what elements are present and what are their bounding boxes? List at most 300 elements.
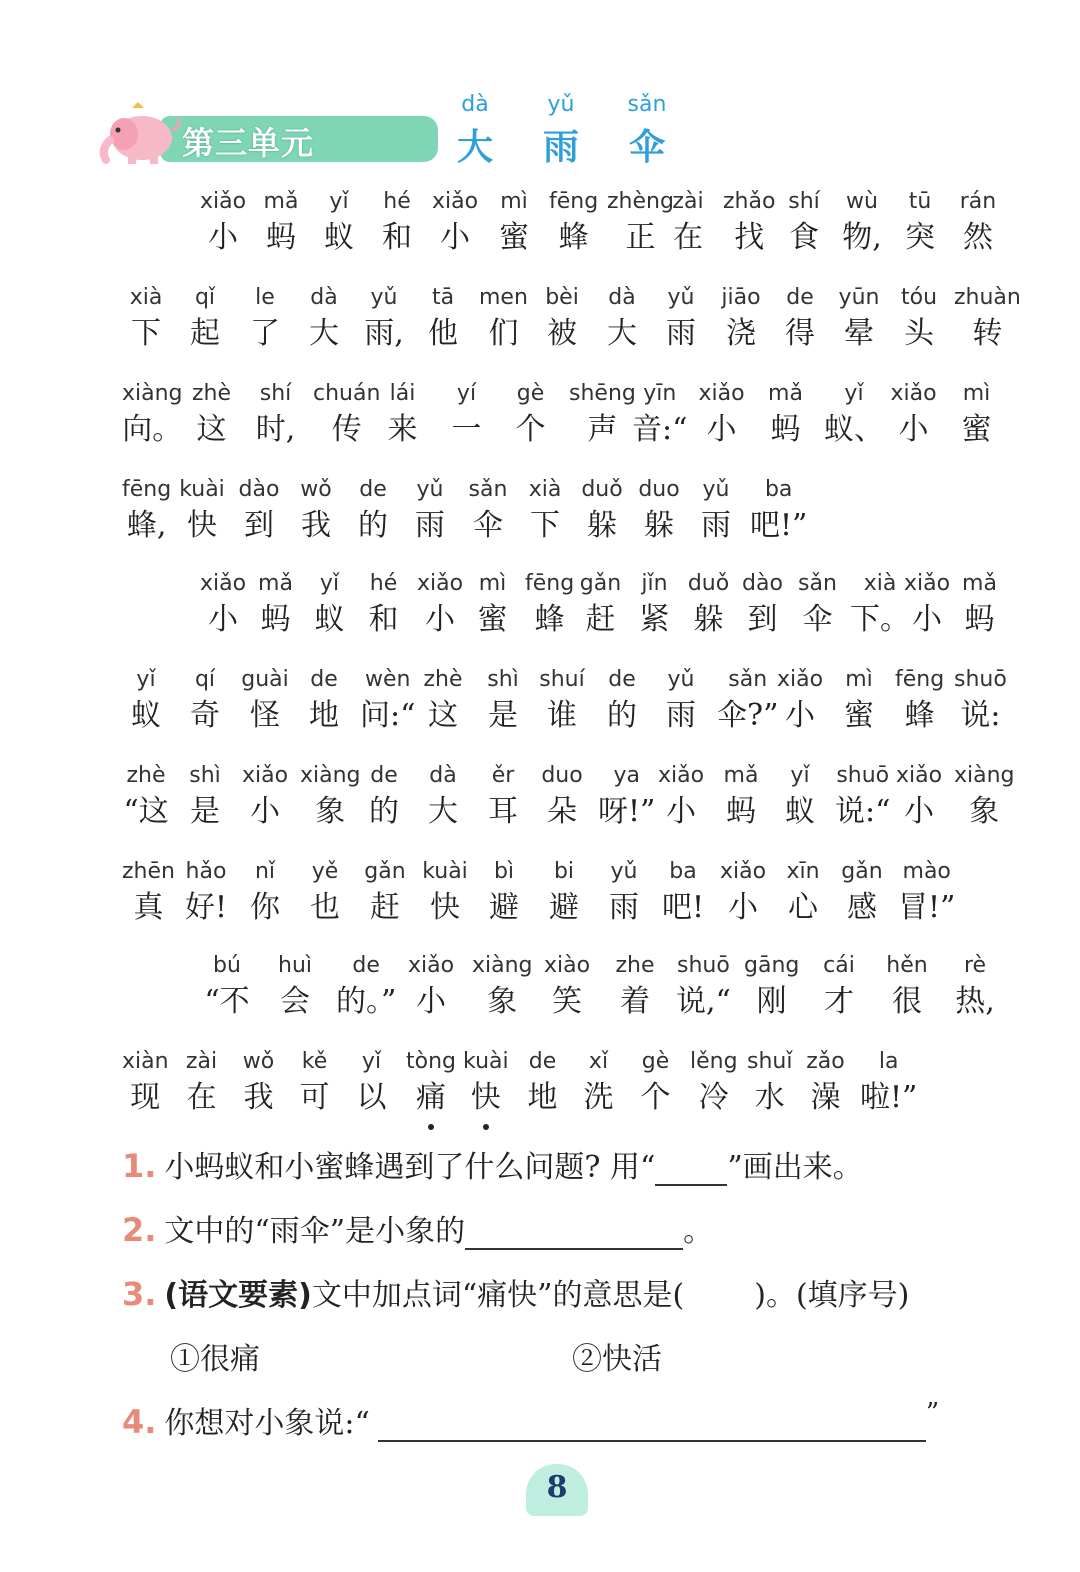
text-char (419, 762, 467, 834)
pinyin: dà (310, 285, 338, 310)
pinyin: shēng (569, 381, 636, 406)
title-pinyin: dà (461, 92, 489, 117)
text-char (241, 284, 289, 356)
text-char (301, 858, 349, 930)
hanzi: 雨 (666, 698, 696, 733)
hanzi: 到 (244, 508, 274, 543)
text-char (404, 952, 458, 1024)
hanzi: 雨, (364, 316, 404, 351)
text-char (268, 952, 322, 1024)
pinyin: tóu (900, 285, 938, 310)
pinyin: mǎ (962, 571, 997, 596)
hanzi: 躲 (644, 508, 674, 543)
option-2: ②快活 (572, 1342, 662, 1377)
pinyin: tòng (406, 1049, 456, 1074)
text-char (951, 380, 1002, 452)
hanzi: 澡 (810, 1080, 841, 1115)
title-char (526, 92, 596, 170)
pinyin: sǎn (728, 667, 768, 692)
text-char (955, 188, 1001, 260)
pinyin: mǎ (723, 763, 759, 788)
text-char (747, 1048, 792, 1120)
pinyin: hǎo (185, 859, 227, 884)
pinyin: hé (369, 571, 398, 596)
text-char (895, 762, 943, 834)
pinyin: shuǐ (747, 1049, 793, 1074)
hanzi: 耳 (488, 794, 518, 829)
hanzi: 说: (960, 698, 1001, 733)
hanzi: 小 (898, 412, 929, 447)
text-char (313, 380, 380, 452)
pinyin: de (359, 477, 387, 502)
text-char (522, 476, 568, 548)
text-char (525, 570, 574, 642)
pinyin: le (255, 285, 275, 310)
hanzi: 蚂 (770, 412, 801, 447)
pinyin: shí (259, 381, 292, 406)
hanzi: 心 (788, 890, 818, 925)
hanzi: 才 (824, 984, 854, 1019)
hanzi: 小 (208, 220, 239, 255)
text-char (538, 666, 586, 738)
hanzi: 浇 (726, 316, 756, 351)
hanzi: 啦!” (860, 1080, 918, 1115)
text-char (361, 858, 409, 930)
emphasis-dot (428, 1124, 434, 1130)
text-char (491, 188, 537, 260)
pinyin: mì (962, 381, 991, 406)
hanzi: 大 (428, 794, 458, 829)
pinyin: xiàng (122, 381, 183, 406)
hanzi: 传 (331, 412, 362, 447)
question-3 (122, 1270, 909, 1314)
pinyin: kuài (422, 859, 468, 884)
hanzi: 避 (549, 890, 579, 925)
text-char (179, 1048, 224, 1120)
text-char (812, 952, 866, 1024)
pinyin: xiǎo (895, 763, 943, 788)
pinyin: qǐ (194, 285, 216, 310)
hanzi: 伞?” (717, 698, 779, 733)
text-char (835, 762, 890, 834)
text-char (579, 476, 625, 548)
text-char (300, 284, 348, 356)
pinyin: zhǎo (723, 189, 776, 214)
pinyin: wù (846, 189, 878, 214)
pinyin: ěr (491, 763, 515, 788)
text-char (741, 570, 784, 642)
pinyin: de (370, 763, 398, 788)
text-char (690, 1048, 738, 1120)
pinyin: xiàn (122, 1049, 169, 1074)
text-char (360, 762, 408, 834)
hanzi: 朵 (547, 794, 577, 829)
text-char (419, 284, 467, 356)
hanzi: 下。 (850, 602, 910, 637)
pinyin: jiāo (721, 285, 761, 310)
hanzi: 好! (184, 890, 228, 925)
hanzi: 小 (425, 602, 456, 637)
pinyin: zhēn (122, 859, 175, 884)
text-char (598, 666, 646, 738)
text-char (776, 762, 824, 834)
hanzi: 小 (912, 602, 943, 637)
text-char (293, 476, 339, 548)
pinyin: yūn (838, 285, 880, 310)
text-char (958, 570, 1001, 642)
hanzi: 说:“ (835, 794, 891, 829)
text-char (441, 380, 492, 452)
pinyin: de (786, 285, 814, 310)
pinyin: yǔ (416, 477, 444, 502)
pinyin: shí (788, 189, 820, 214)
pinyin: xiào (543, 953, 591, 978)
text-char (308, 570, 351, 642)
text-char (717, 666, 778, 738)
pinyin: gāng (744, 953, 800, 978)
text-char (300, 666, 348, 738)
question-text: 你想对小象说:“ (164, 1406, 370, 1441)
text-char (904, 570, 950, 642)
text-char (254, 570, 297, 642)
text-char (316, 188, 362, 260)
pinyin: mǎ (263, 189, 299, 214)
hanzi: 感 (847, 890, 877, 925)
pinyin: yǔ (667, 667, 695, 692)
text-char (776, 666, 824, 738)
hanzi: 的 (358, 508, 388, 543)
text-char (835, 666, 883, 738)
text-char (538, 762, 586, 834)
hanzi: 雨 (609, 890, 639, 925)
text-char (824, 380, 884, 452)
text-char (888, 380, 939, 452)
text-char (657, 666, 705, 738)
text-char (471, 570, 514, 642)
hanzi: 这 (196, 412, 227, 447)
text-char (241, 666, 289, 738)
pinyin: shuō (954, 667, 1007, 692)
hanzi: 到 (747, 602, 778, 637)
text-line (0, 1048, 1080, 1128)
text-char (350, 476, 396, 548)
text-char (693, 476, 739, 548)
text-char (360, 666, 415, 738)
text-char (540, 858, 588, 930)
text-char (598, 762, 655, 834)
pinyin: shì (189, 763, 221, 788)
answer-blank[interactable] (655, 1154, 727, 1186)
page-number: 8 (546, 1470, 568, 1505)
emphasis-dot (483, 1124, 489, 1130)
pinyin: dà (608, 285, 636, 310)
text-char (665, 188, 711, 260)
pinyin: bú (213, 953, 241, 978)
text-char (479, 762, 527, 834)
hanzi: 象 (315, 794, 346, 829)
pinyin: duo (638, 477, 680, 502)
text-char (122, 476, 171, 548)
title-hanzi: 大 (456, 126, 493, 168)
pinyin: yǔ (610, 859, 638, 884)
pinyin: xiǎo (776, 667, 824, 692)
question-number: 1. (122, 1147, 157, 1185)
text-char (236, 476, 282, 548)
pinyin: xiàng (300, 763, 361, 788)
hanzi: 是 (488, 698, 518, 733)
text-char (636, 476, 682, 548)
pinyin: duo (541, 763, 583, 788)
hanzi: 在 (673, 220, 703, 255)
pinyin: shì (487, 667, 519, 692)
hanzi: 小 (416, 984, 446, 1019)
text-char (779, 858, 827, 930)
text-char (465, 476, 511, 548)
pinyin: yǐ (844, 381, 864, 406)
hanzi: 突 (905, 220, 935, 255)
question-2 (122, 1206, 713, 1250)
text-char (569, 380, 636, 452)
hanzi: 小 (666, 794, 696, 829)
pinyin: zǎo (806, 1049, 845, 1074)
pinyin: zhe (615, 953, 655, 978)
text-char (633, 570, 676, 642)
pinyin: fēng (895, 667, 945, 692)
text-char (880, 952, 934, 1024)
text-char (776, 284, 824, 356)
pinyin: fēng (549, 189, 599, 214)
hanzi: 雨 (701, 508, 731, 543)
text-char (200, 570, 246, 642)
question-number: 3. (122, 1275, 157, 1313)
hanzi: 音:“ (632, 412, 688, 447)
hanzi: 头 (904, 316, 934, 351)
hanzi: 呀!” (598, 794, 656, 829)
text-char (696, 380, 747, 452)
hanzi: 刚 (756, 984, 787, 1019)
text-char (803, 1048, 848, 1120)
text-char (576, 1048, 621, 1120)
hanzi: 赶 (585, 602, 616, 637)
hanzi: 笑 (552, 984, 582, 1019)
hanzi: 时, (255, 412, 296, 447)
hanzi: 小 (706, 412, 737, 447)
pinyin: cái (823, 953, 855, 978)
hanzi: 痛 (416, 1080, 446, 1115)
pinyin: kě (301, 1049, 328, 1074)
text-char (479, 284, 528, 356)
pinyin: kuài (463, 1049, 509, 1074)
pinyin: de (608, 667, 636, 692)
hanzi: 也 (310, 890, 340, 925)
question-text-tail: 。 (683, 1214, 714, 1249)
pinyin: mì (845, 667, 873, 692)
text-char (181, 666, 229, 738)
hanzi: 找 (734, 220, 765, 255)
hanzi: 快 (187, 508, 217, 543)
text-line (0, 380, 1080, 460)
pinyin: la (878, 1049, 899, 1074)
hanzi: 是 (190, 794, 220, 829)
pinyin: men (479, 285, 528, 310)
text-char (796, 570, 839, 642)
answer-blank[interactable] (465, 1218, 683, 1250)
pinyin: xiǎo (200, 189, 247, 214)
text-char (954, 666, 1007, 738)
text-char (520, 1048, 565, 1120)
pinyin: gǎn (841, 859, 883, 884)
hanzi: 蜂 (904, 698, 935, 733)
hanzi: 问:“ (360, 698, 416, 733)
hanzi: 们 (488, 316, 519, 351)
pinyin: zhuàn (954, 285, 1021, 310)
hanzi: 蚁、 (824, 412, 884, 447)
text-char (850, 570, 910, 642)
pinyin: yǔ (667, 285, 695, 310)
hanzi: 蚁 (785, 794, 815, 829)
title-pinyin: yǔ (547, 92, 575, 117)
hanzi: 伞 (802, 602, 833, 637)
pinyin: rán (959, 189, 997, 214)
hanzi: 下 (530, 508, 560, 543)
text-char (336, 952, 396, 1024)
text-char (349, 1048, 394, 1120)
hanzi: 吧!” (750, 508, 808, 543)
text-char (760, 380, 811, 452)
text-char (839, 188, 885, 260)
pinyin: zhèng (607, 189, 674, 214)
text-char (781, 188, 827, 260)
hanzi: 着 (620, 984, 650, 1019)
pinyin: mì (478, 571, 507, 596)
pinyin: dào (238, 477, 280, 502)
text-char (479, 666, 527, 738)
text-char (860, 1048, 917, 1120)
text-char (241, 762, 289, 834)
pinyin: zhè (126, 763, 166, 788)
hanzi: 象 (969, 794, 1000, 829)
text-line (0, 666, 1080, 746)
hanzi: 快 (430, 890, 460, 925)
hanzi: 和 (368, 602, 399, 637)
hanzi: 起 (190, 316, 220, 351)
pinyin: xiàng (472, 953, 533, 978)
pinyin: xià (863, 571, 897, 596)
hanzi: 谁 (547, 698, 577, 733)
text-char (717, 284, 765, 356)
hanzi: 蜜 (477, 602, 508, 637)
pinyin: yě (311, 859, 339, 884)
text-line (0, 858, 1080, 938)
hanzi: 雨 (415, 508, 445, 543)
pinyin: zài (672, 189, 704, 214)
text-char (122, 762, 170, 834)
text-char (122, 380, 183, 452)
hanzi: 蜜 (499, 220, 529, 255)
answer-blank[interactable] (378, 1410, 926, 1442)
hanzi: 我 (243, 1080, 274, 1115)
text-line (0, 952, 1080, 1032)
hanzi: 小 (904, 794, 934, 829)
pinyin: bèi (545, 285, 579, 310)
hanzi: 很 (892, 984, 922, 1019)
hanzi: 怪 (250, 698, 280, 733)
text-line (0, 762, 1080, 842)
hanzi: 小 (208, 602, 239, 637)
hanzi: 向。 (122, 412, 183, 447)
pinyin: sǎn (468, 477, 508, 502)
pinyin: ba (764, 477, 793, 502)
hanzi: 蜂, (126, 508, 167, 543)
pinyin: de (528, 1049, 557, 1074)
hanzi: 蚁 (131, 698, 161, 733)
text-char (200, 952, 254, 1024)
pinyin: yǔ (370, 285, 398, 310)
hanzi: 蚂 (964, 602, 995, 637)
hanzi: 小 (785, 698, 815, 733)
text-char (540, 952, 594, 1024)
text-line (0, 476, 1080, 556)
hanzi: 的 (607, 698, 637, 733)
pinyin: qí (194, 667, 216, 692)
hanzi: 紧 (639, 602, 670, 637)
pinyin: nǐ (254, 859, 276, 884)
hanzi: 洗 (583, 1080, 614, 1115)
text-char (717, 762, 765, 834)
pinyin: fēng (122, 477, 172, 502)
text-char (895, 284, 943, 356)
pinyin: gǎn (579, 571, 622, 596)
text-char (417, 570, 463, 642)
pinyin: wǒ (242, 1049, 275, 1074)
text-line (0, 188, 1080, 268)
title-char (612, 92, 682, 170)
hanzi: 在 (186, 1080, 217, 1115)
option-1: ①很痛 (170, 1342, 260, 1377)
text-char (419, 666, 467, 738)
hanzi: 蚂 (266, 220, 296, 255)
hanzi: 冒!” (898, 890, 956, 925)
pinyin: de (352, 953, 380, 978)
hanzi: 他 (428, 316, 458, 351)
pinyin: xiǎo (241, 763, 289, 788)
text-char (719, 858, 767, 930)
hanzi: 大 (309, 316, 339, 351)
text-char (258, 188, 304, 260)
hanzi: 以 (356, 1080, 387, 1115)
question-text: 文中加点词“痛快”的意思是( (311, 1278, 685, 1313)
pinyin: rè (963, 953, 987, 978)
text-char (549, 188, 598, 260)
text-char (472, 952, 533, 1024)
pinyin: yǐ (319, 571, 340, 596)
hanzi: 避 (489, 890, 519, 925)
text-char (360, 284, 408, 356)
hanzi: 正 (625, 220, 656, 255)
pinyin: yǐ (136, 667, 156, 692)
hanzi: 食 (789, 220, 819, 255)
text-char (838, 858, 886, 930)
unit-badge (98, 100, 343, 166)
text-char (122, 666, 170, 738)
title-pinyin: sǎn (627, 92, 667, 117)
pinyin: fēng (525, 571, 575, 596)
pinyin: yǐ (329, 189, 349, 214)
elephant-icon (98, 100, 188, 166)
hanzi: 吧! (661, 890, 705, 925)
hanzi: “这 (123, 794, 169, 829)
text-char (407, 476, 453, 548)
